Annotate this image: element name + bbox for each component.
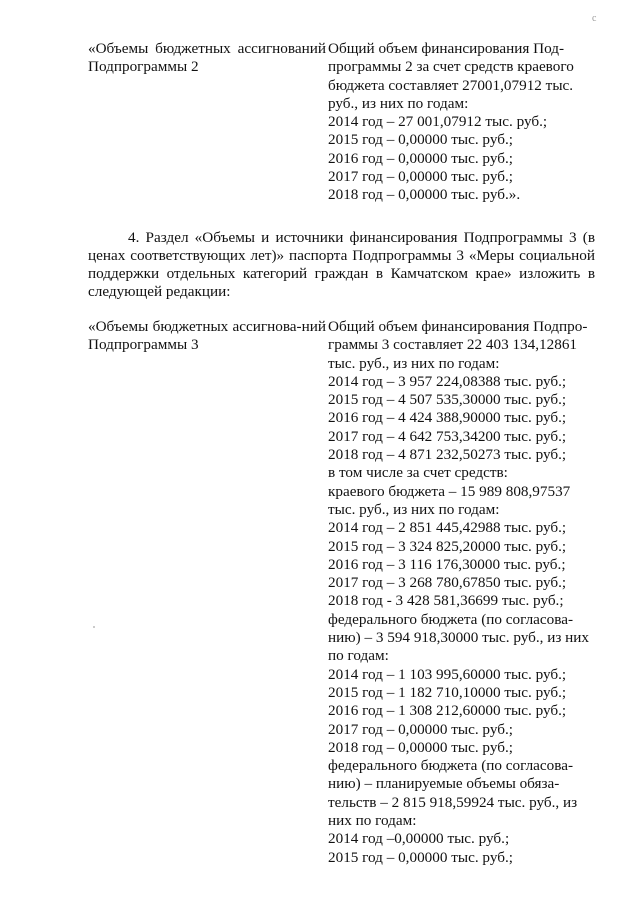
subprogram-2-budget-line: 2017 год – 0,00000 тыс. руб.; — [328, 168, 513, 186]
subprogram-3-budget-line: 2018 год – 0,00000 тыс. руб.; — [328, 738, 513, 756]
subprogram-3-budget-line: 2016 год – 4 424 388,90000 тыс. руб.; — [328, 409, 567, 427]
subprogram-3-budget-line: 2016 год – 1 308 212,60000 тыс. руб.; — [328, 702, 567, 720]
page-mark: с — [592, 13, 597, 24]
subprogram-3-budget-line: нию) – 3 594 918,30000 тыс. руб., из них — [328, 629, 590, 647]
subprogram-2-budget-line: Общий объем финансирования Под- — [328, 40, 565, 57]
subprogram-3-budget-label: «Объемы бюджетных ассигнова-ний Подпрограммы 3 — [88, 318, 326, 354]
subprogram-3-budget-text — [328, 318, 590, 867]
subprogram-3-budget-line: нию) – планируемые объемы обяза- — [328, 775, 560, 793]
subprogram-2-budget-line: руб., из них по годам: — [328, 94, 469, 112]
subprogram-2-budget-line: 2018 год – 0,00000 тыс. руб.». — [328, 186, 521, 204]
subprogram-3-budget-line: 2018 год – 4 871 232,50273 тыс. руб.; — [328, 446, 567, 464]
subprogram-3-budget-line: граммы 3 составляет 22 403 134,12861 — [328, 336, 578, 354]
subprogram-3-budget-line: 2017 год – 4 642 753,34200 тыс. руб.; — [328, 427, 567, 445]
section-4-paragraph: 4. Раздел «Объемы и источники финансирования Подпрограммы 3 (в ценах соответствующих лет)» паспорта Подпрограммы 3 «Меры социальной поддержки отдельных категорий граждан в Камчатском крае» изложить в следующей редакции: — [88, 229, 595, 300]
subprogram-2-budget-line: 2016 год – 0,00000 тыс. руб.; — [328, 149, 513, 167]
subprogram-3-budget-line: 2016 год – 3 116 176,30000 тыс. руб.; — [328, 555, 566, 573]
subprogram-3-budget-line: 2015 год – 3 324 825,20000 тыс. руб.; — [328, 537, 567, 555]
subprogram-3-budget-line: тельств – 2 815 918,59924 тыс. руб., из — [328, 793, 578, 811]
subprogram-2-budget-line: программы 2 за счет средств краевого — [328, 58, 574, 76]
subprogram-3-budget-line: 2014 год – 2 851 445,42988 тыс. руб.; — [328, 519, 567, 537]
section-4 — [88, 229, 595, 301]
subprogram-2-budget-line: бюджета составляет 27001,07912 тыс. — [328, 76, 574, 94]
subprogram-3-budget-line: 2014 год –0,00000 тыс. руб.; — [328, 830, 510, 848]
subprogram-3-budget-line: 2015 год – 4 507 535,30000 тыс. руб.; — [328, 391, 567, 409]
subprogram-3-budget-line: в том числе за счет средств: — [328, 464, 508, 482]
subprogram-3-budget-line: 2015 год – 1 182 710,10000 тыс. руб.; — [328, 683, 567, 701]
subprogram-3-budget-line: 2014 год – 3 957 224,08388 тыс. руб.; — [328, 372, 567, 390]
subprogram-3-budget-line: 2014 год – 1 103 995,60000 тыс. руб.; — [328, 665, 567, 683]
scan-speck — [93, 626, 95, 628]
subprogram-3-budget-line: них по годам: — [328, 812, 417, 830]
subprogram-3-budget-line: 2017 год – 0,00000 тыс. руб.; — [328, 720, 513, 738]
subprogram-3-budget-line: федерального бюджета (по согласова- — [328, 757, 574, 775]
subprogram-3-budget-line: 2018 год - 3 428 581,36699 тыс. руб.; — [328, 592, 564, 610]
subprogram-3-budget-line: краевого бюджета – 15 989 808,97537 — [328, 482, 571, 500]
subprogram-2-budget-line: 2014 год – 27 001,07912 тыс. руб.; — [328, 113, 548, 131]
subprogram-2-budget-text — [328, 40, 590, 205]
subprogram-3-budget-line: по годам: — [328, 647, 389, 665]
subprogram-2-budget-line: 2015 год – 0,00000 тыс. руб.; — [328, 131, 513, 149]
subprogram-2-budget-label: «Объемы бюджетных ассигнований Подпрограммы 2 — [88, 40, 326, 76]
subprogram-3-budget-line: 2015 год – 0,00000 тыс. руб.; — [328, 848, 513, 866]
subprogram-3-budget-line: 2017 год – 3 268 780,67850 тыс. руб.; — [328, 574, 567, 592]
subprogram-3-budget-line: тыс. руб., из них по годам: — [328, 354, 500, 372]
subprogram-3-budget-line: федерального бюджета (по согласова- — [328, 610, 574, 628]
subprogram-3-budget-line: тыс. руб., из них по годам: — [328, 500, 500, 518]
subprogram-3-budget-line: Общий объем финансирования Подпро- — [328, 318, 588, 335]
